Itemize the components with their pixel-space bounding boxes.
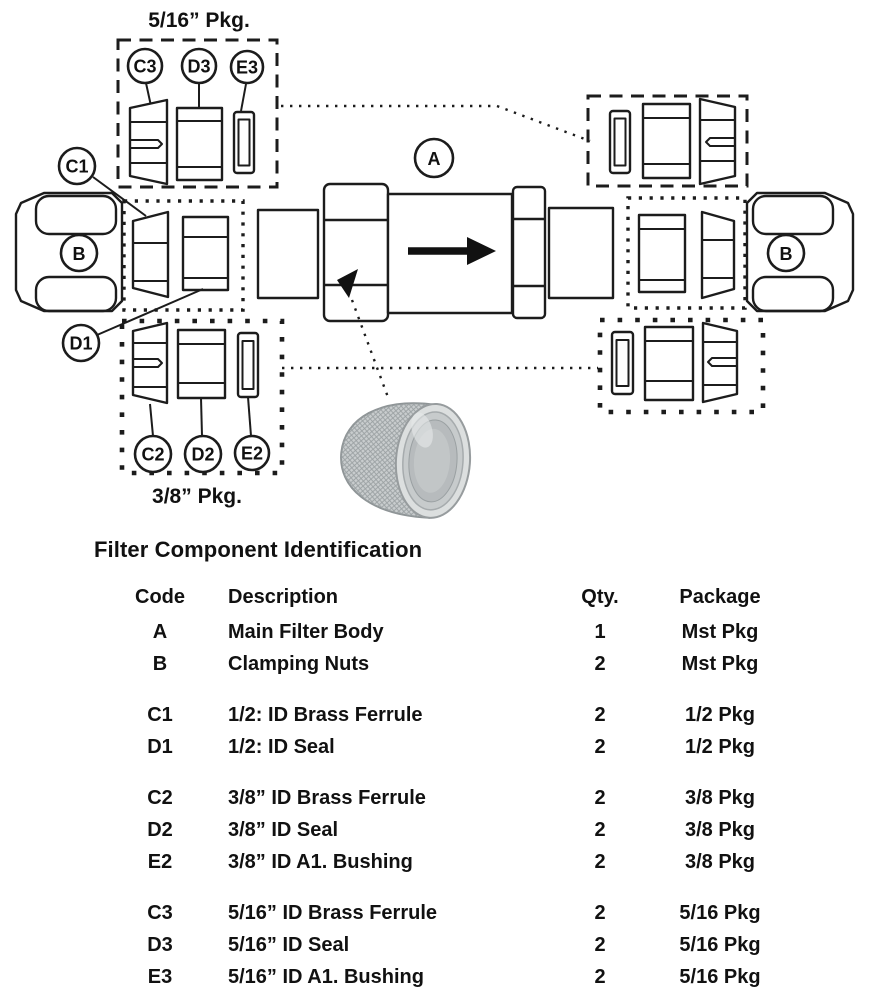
callout-e2 [235,397,269,470]
callout-d2 [185,398,221,472]
cell-package: 5/16 Pkg [679,902,761,924]
filter-screen-photo [337,398,474,521]
cell-package: 3/8 Pkg [684,819,756,841]
cell-package: Mst Pkg [681,653,759,675]
cell-package: 3/8 Pkg [684,851,756,873]
hex-right [513,187,545,318]
svg-text:C3: C3 [133,56,157,77]
table-row-d2 [120,814,869,846]
cell-qty: 2 [594,851,606,873]
cell-description: 1/2: ID Seal [228,736,335,758]
ferrule-right-bottom [703,323,737,402]
table-row-c2 [120,782,869,814]
table-row-a [120,616,869,648]
svg-text:D1: D1 [69,333,93,354]
cell-package: 5/16 Pkg [679,934,761,956]
cell-description: Main Filter Body [228,621,384,643]
main-filter-body [258,184,613,321]
cell-code: D2 [147,819,173,841]
svg-text:C2: C2 [141,444,165,465]
callout-b-left: B [72,244,86,264]
ferrule-c3 [130,100,167,184]
ferrule-c2 [133,323,167,403]
cell-qty: 2 [594,902,606,924]
cell-code: A [152,621,168,643]
cell-description: Clamping Nuts [228,653,370,675]
cell-description: 3/8” ID Brass Ferrule [228,787,426,809]
svg-text:E3: E3 [235,57,259,78]
cell-qty: 2 [594,934,606,956]
seal-right-bottom [645,327,693,400]
threads-right [549,208,613,298]
cell-description: 3/8” ID A1. Bushing [228,851,413,873]
pkg-516-label: 5/16” Pkg. [148,9,250,32]
table-row-c1 [120,699,869,731]
svg-text:C1: C1 [65,156,89,177]
connector-top-dotted [281,106,590,141]
cell-description: 3/8” ID Seal [228,819,339,841]
callout-e3 [231,51,263,111]
table-row-d3 [120,929,869,961]
clamping-nut-left [16,193,122,311]
svg-text:D2: D2 [191,444,215,465]
cell-package: 5/16 Pkg [679,966,761,988]
callout-b-right: B [779,244,793,264]
cell-qty: 2 [594,966,606,988]
svg-text:D3: D3 [187,56,211,77]
pkg-38-label: 3/8” Pkg. [152,485,242,508]
cell-package: 3/8 Pkg [684,787,756,809]
svg-text:A: A [427,149,441,169]
cell-code: E3 [147,966,173,988]
table-row-e3 [120,961,869,993]
cell-code: B [152,653,168,675]
ferrule-c1 [133,212,168,297]
cell-code: D3 [147,934,173,956]
svg-text:E2: E2 [240,443,264,464]
table-row-c3 [120,897,869,929]
ferrule-right-mid [702,212,734,298]
hex-left [324,184,388,321]
cell-qty: 2 [594,787,606,809]
cell-code: D1 [147,736,173,758]
parts-table [0,533,869,993]
callout-c3 [128,49,162,106]
bushing-e2 [238,333,258,397]
header-description: Description [228,586,339,608]
cell-package: 1/2 Pkg [684,704,756,726]
seal-d2 [178,330,225,398]
cell-qty: 1 [594,621,606,643]
table-title: Filter Component Identification [94,537,423,562]
callout-a [415,139,453,177]
cell-qty: 2 [594,704,606,726]
header-qty: Qty. [581,586,619,608]
clamping-nut-right [747,193,853,311]
cell-qty: 2 [594,819,606,841]
seal-d1 [183,217,228,290]
cell-description: 5/16” ID A1. Bushing [228,966,424,988]
seal-right-mid [639,215,685,292]
cell-code: C3 [147,902,173,924]
header-code: Code [135,586,185,608]
table-row-e2 [120,846,869,878]
cell-code: C1 [147,704,173,726]
cell-qty: 2 [594,653,606,675]
cell-package: 1/2 Pkg [684,736,756,758]
cell-qty: 2 [594,736,606,758]
seal-right-top [643,104,690,178]
cell-description: 5/16” ID Brass Ferrule [228,902,437,924]
cell-description: 1/2: ID Brass Ferrule [228,704,423,726]
table-row-d1 [120,731,869,763]
cell-code: E2 [147,851,173,873]
cell-package: Mst Pkg [681,621,759,643]
cell-code: C2 [147,787,173,809]
header-package: Package [679,586,761,608]
seal-d3 [177,108,222,180]
callout-c2 [135,404,171,472]
bushing-right-bottom [612,332,633,394]
callout-d3 [182,49,216,107]
ferrule-right-top [700,99,735,184]
cell-description: 5/16” ID Seal [228,934,350,956]
table-row-b [120,648,869,680]
bushing-e3 [234,112,254,173]
bushing-right-top [610,111,630,173]
threads-left [258,210,318,298]
table-header-row [120,584,869,610]
